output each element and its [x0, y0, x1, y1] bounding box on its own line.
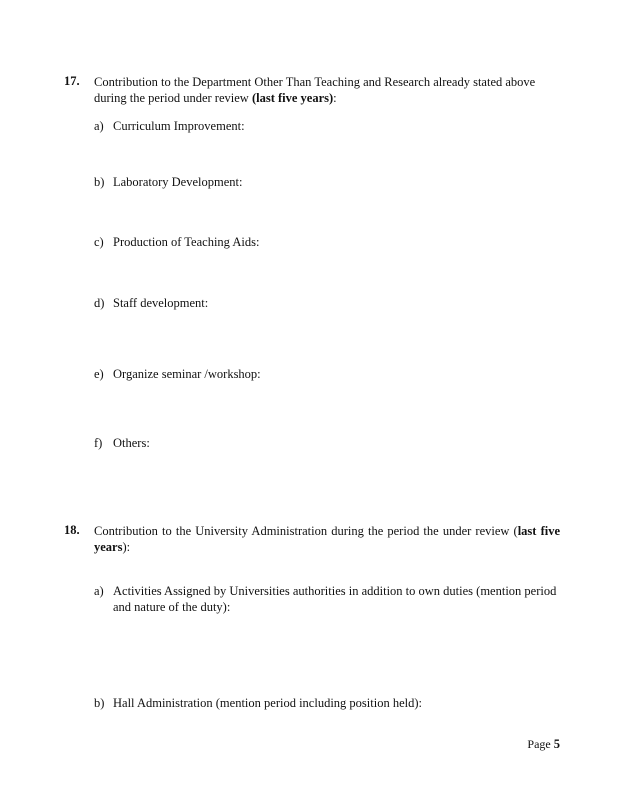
q17-item-d-letter: d) — [94, 296, 105, 310]
q17-item-b-label: Laboratory Development: — [113, 175, 243, 189]
q17-item-d — [94, 295, 208, 311]
question-17-text-end: : — [333, 91, 337, 105]
question-17-text-main: Contribution to the Department Other Than Teaching and Research already stated above during the period under review — [94, 75, 536, 105]
page-label: Page — [527, 737, 551, 751]
q18-item-b-letter: b) — [94, 696, 105, 710]
q17-item-c-letter: c) — [94, 235, 104, 249]
q17-item-f-label: Others: — [113, 436, 150, 450]
page-number: 5 — [553, 737, 560, 751]
q17-item-c — [94, 234, 259, 250]
q17-item-c-label: Production of Teaching Aids: — [113, 235, 260, 249]
q17-item-a — [94, 118, 245, 134]
question-17-text-bold: (last five years) — [251, 91, 334, 105]
q18-item-a — [94, 583, 564, 615]
q17-item-f — [94, 435, 150, 451]
q18-item-b-label: Hall Administration (mention period including position held): — [113, 696, 422, 710]
q17-item-f-letter: f) — [94, 436, 103, 450]
q17-item-b-letter: b) — [94, 175, 105, 189]
q17-item-b — [94, 174, 242, 190]
question-18-text-bold: last five years — [94, 524, 561, 554]
q17-item-d-label: Staff development: — [113, 296, 209, 310]
q18-item-a-label: Activities Assigned by Universities authorities in addition to own duties (mention period and nature of the duty): — [113, 584, 557, 614]
q17-item-a-letter: a) — [94, 119, 104, 133]
question-18-text — [94, 523, 560, 555]
question-18-text-main: Contribution to the University Administration during the period the under review ( — [94, 524, 518, 538]
question-17-text — [94, 74, 560, 106]
q18-item-b — [94, 695, 422, 711]
page-footer — [527, 737, 560, 752]
question-17-number: 17. — [64, 74, 80, 88]
q18-item-a-letter: a) — [94, 584, 104, 598]
question-18-text-end: ): — [122, 540, 131, 554]
question-18-number: 18. — [64, 523, 80, 537]
q17-item-e — [94, 366, 261, 382]
q17-item-e-letter: e) — [94, 367, 104, 381]
q17-item-e-label: Organize seminar /workshop: — [113, 367, 261, 381]
q17-item-a-label: Curriculum Improvement: — [113, 119, 245, 133]
